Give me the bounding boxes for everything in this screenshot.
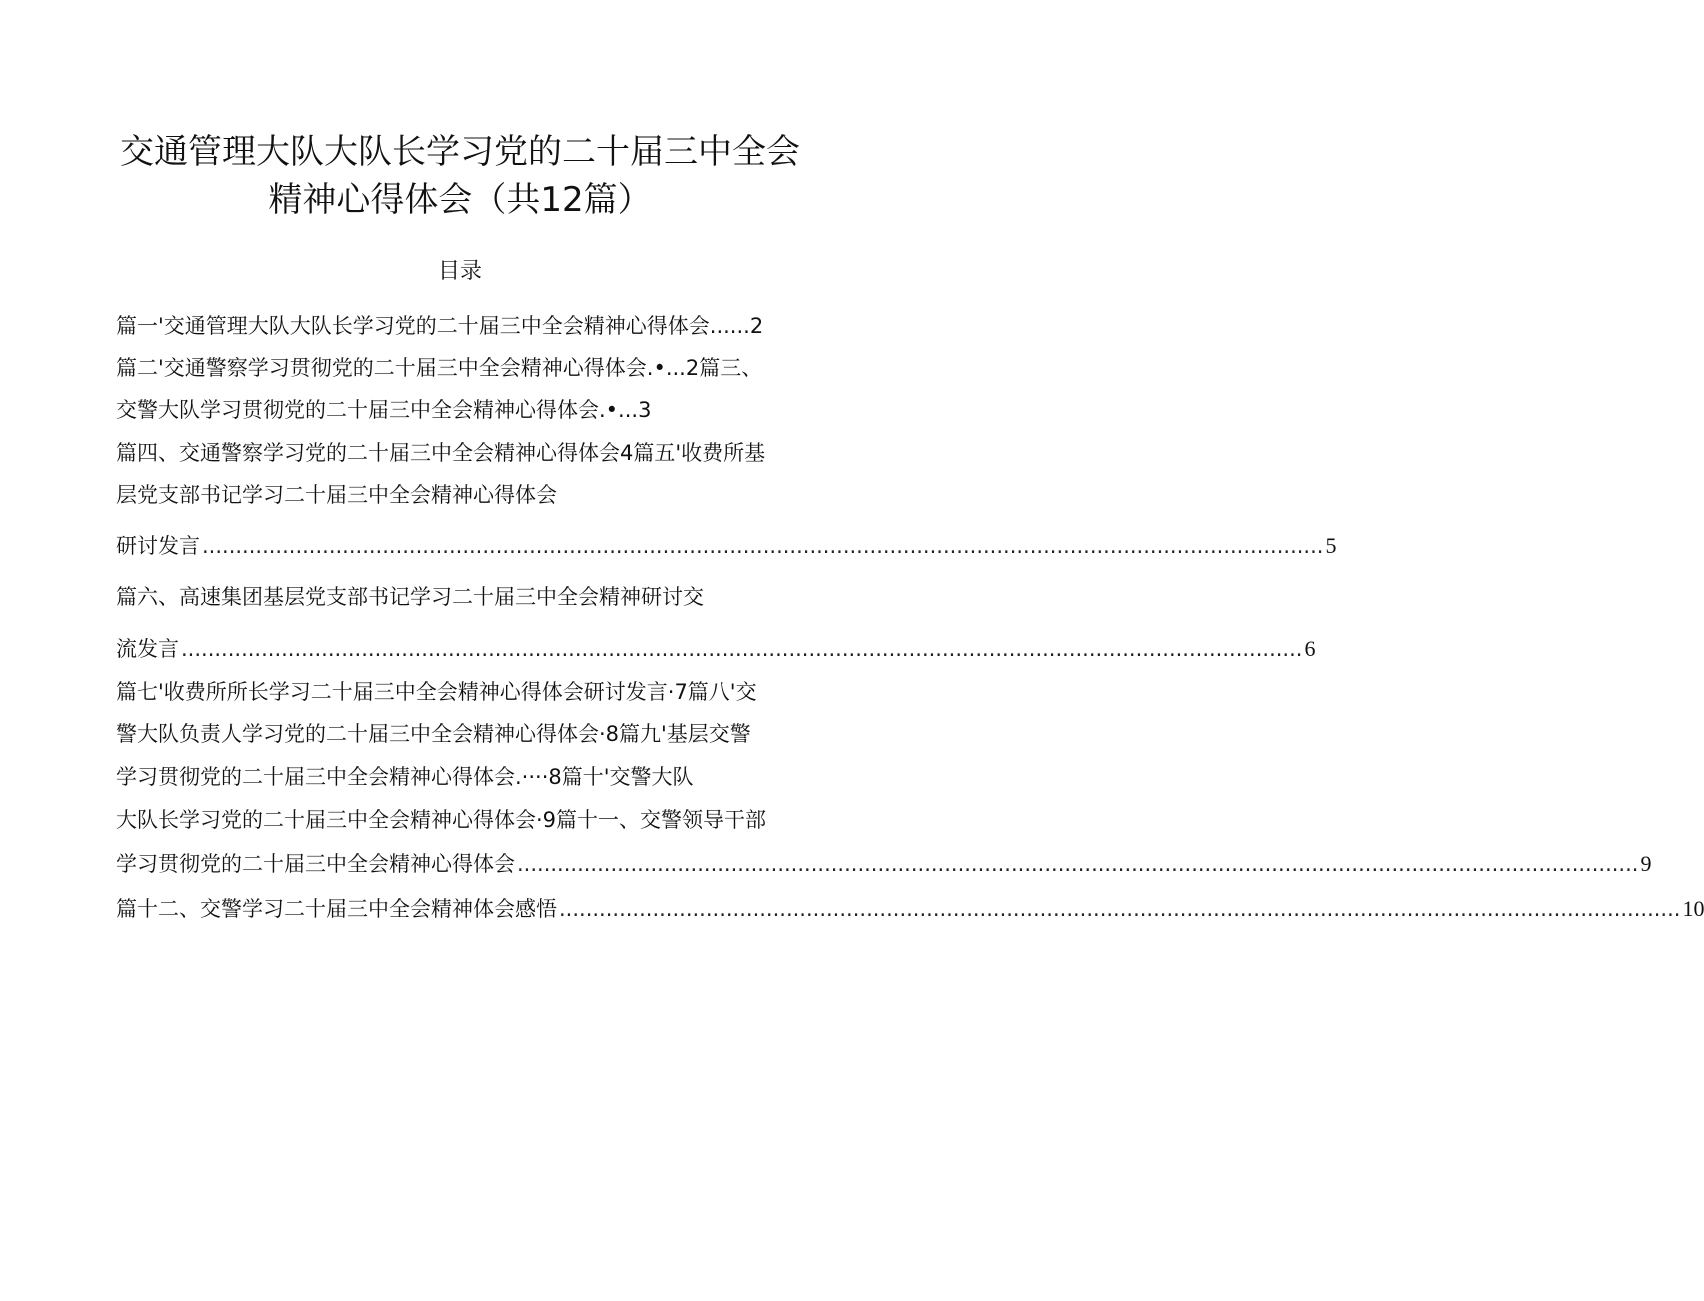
toc-page-number: 5: [1325, 533, 1337, 558]
toc-line: 篇一'交通管理大队大队长学习党的二十届三中全会精神心得体会......2: [116, 314, 764, 338]
toc-leader-dots: ........................................................................................................................................................................: [559, 897, 1681, 921]
toc-entry-dotted: [116, 848, 1652, 880]
toc-entry-dotted: [116, 633, 1316, 665]
toc-entry-dotted: [116, 530, 1337, 562]
toc-line: 篇二'交通警察学习贯彻党的二十届三中全会精神心得体会.•...2篇三、: [116, 356, 763, 380]
toc-line: 学习贯彻党的二十届三中全会精神心得体会.····8篇十'交警大队: [116, 765, 694, 789]
toc-entry-text: 篇十二、交警学习二十届三中全会精神体会感悟: [116, 897, 557, 921]
toc-line: 篇六、高速集团基层党支部书记学习二十届三中全会精神研讨交: [116, 585, 704, 609]
document-title-line-2: 精神心得体会（共12篇）: [268, 180, 652, 220]
toc-entry-text: 学习贯彻党的二十届三中全会精神心得体会: [116, 852, 515, 876]
toc-line: 层党支部书记学习二十届三中全会精神心得体会: [116, 483, 557, 507]
toc-line: 交警大队学习贯彻党的二十届三中全会精神心得体会.•...3: [116, 398, 652, 422]
toc-leader-dots: ........................................................................................................................................................................: [517, 852, 1639, 876]
toc-line: 警大队负责人学习党的二十届三中全会精神心得体会·8篇九'基层交警: [116, 722, 751, 746]
document-title-line-1: 交通管理大队大队长学习党的二十届三中全会: [120, 132, 800, 172]
toc-page-number: 10: [1682, 896, 1704, 921]
toc-heading: 目录: [437, 259, 482, 284]
toc-page-number: 6: [1304, 636, 1316, 661]
toc-entry-dotted: [116, 893, 1704, 925]
toc-leader-dots: ........................................................................................................................................................................: [202, 534, 1324, 558]
toc-page-number: 9: [1640, 851, 1652, 876]
toc-line: 大队长学习党的二十届三中全会精神心得体会·9篇十一、交警领导干部: [116, 808, 767, 832]
toc-entry-text: 流发言: [116, 637, 179, 661]
toc-entry-text: 研讨发言: [116, 534, 200, 558]
toc-leader-dots: ........................................................................................................................................................................: [181, 637, 1303, 661]
toc-line: 篇四、交通警察学习党的二十届三中全会精神心得体会4篇五'收费所基: [116, 441, 766, 465]
toc-line: 篇七'收费所所长学习二十届三中全会精神心得体会研讨发言·7篇八'交: [116, 680, 757, 704]
